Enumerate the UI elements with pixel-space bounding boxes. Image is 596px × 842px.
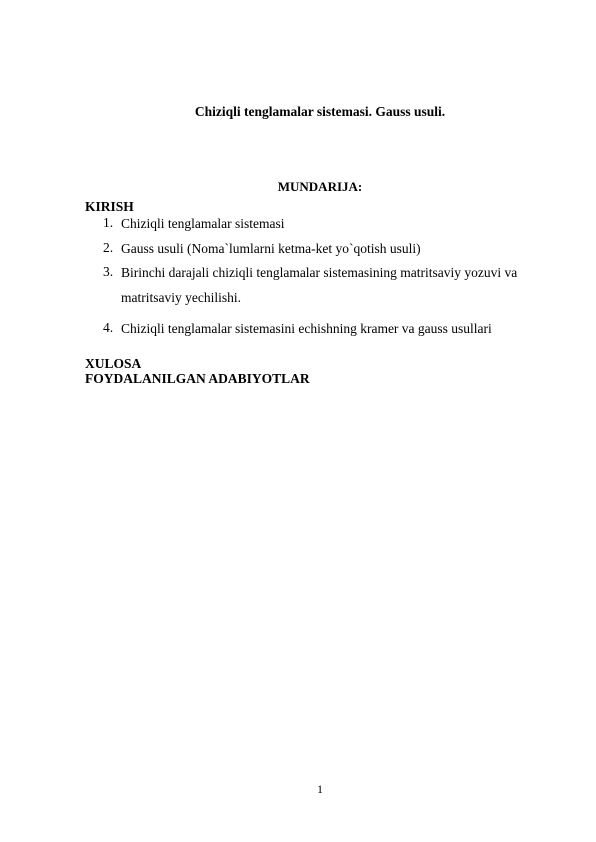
toc-intro: KIRISH <box>85 199 134 214</box>
toc-item-number: 4. <box>103 320 114 335</box>
toc-item-text: Gauss usuli (Noma`lumlarni ketma-ket yo`qotish usuli) <box>121 241 421 256</box>
toc-conclusion: XULOSA <box>85 356 142 371</box>
toc-item-text: Birinchi darajali chiziqli tenglamalar sistemasining matritsaviy yozuvi va matritsaviy yechilishi. <box>121 265 518 305</box>
page-number: 1 <box>317 782 323 796</box>
document-title: Chiziqli tenglamalar sistemasi. Gauss usuli. <box>194 104 446 119</box>
toc-heading: MUNDARIJA: <box>277 179 363 194</box>
toc-item-number: 3. <box>103 264 114 279</box>
toc-item-number: 1. <box>103 215 114 230</box>
toc-references: FOYDALANILGAN ADABIYOTLAR <box>85 371 310 386</box>
toc-item-text: Chiziqli tenglamalar sistemasini echishning kramer va gauss usullari <box>121 321 492 336</box>
toc-item-text: Chiziqli tenglamalar sistemasi <box>121 216 285 231</box>
toc-item-number: 2. <box>103 240 114 255</box>
